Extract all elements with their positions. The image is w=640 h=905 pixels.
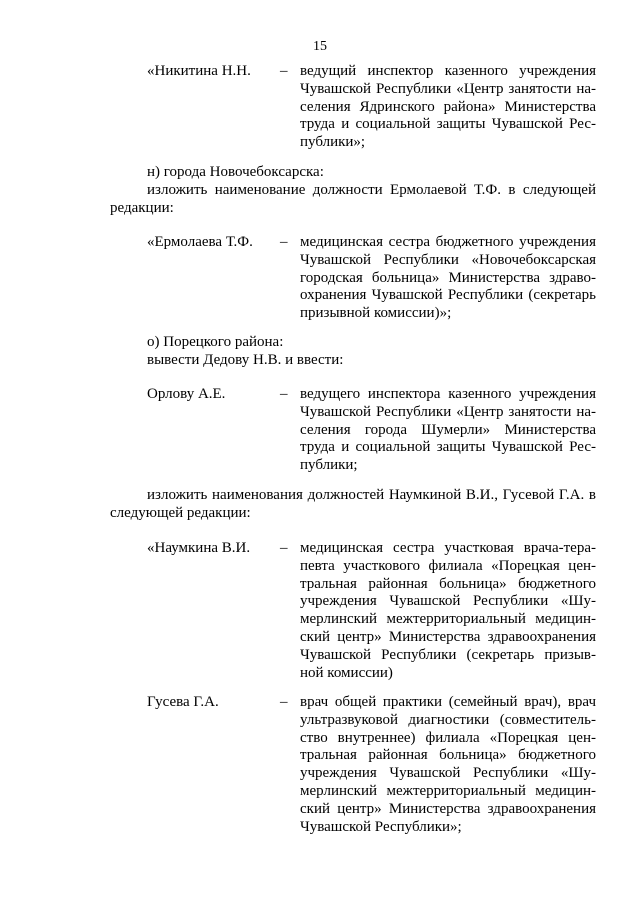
dash-separator: – (280, 234, 288, 250)
description-line: тральная районная больница» бюджетного (300, 747, 596, 764)
person-name: «Никитина Н.Н. (147, 63, 251, 79)
description-line: ский центр» Министерства здравоохранения (300, 800, 596, 817)
description-line: публики»; (300, 134, 366, 151)
description-line: тральная районная больница» бюджетного (300, 575, 596, 592)
description-line: учреждения Чувашской Республики «Шу- (300, 593, 596, 610)
description-line: врач общей практики (семейный врач), врач (300, 694, 596, 710)
dash-separator: – (280, 540, 288, 556)
description-line: ведущего инспектора казенного учреждения (300, 386, 596, 402)
description-line: Чувашской Республики «Новочебоксарская (300, 251, 596, 268)
description-line: мерлинский межтерриториальный медицин- (300, 611, 596, 628)
person-name: Орлову А.Е. (147, 386, 226, 402)
description-line: медицинская сестра бюджетного учреждения (300, 234, 596, 250)
paragraph-text: изложить наименования должностей Наумкиной В.И., Гусевой Г.А. в (147, 487, 596, 503)
description-line: ной комиссии) (300, 664, 393, 681)
paragraph-text: вывести Дедову Н.В. и ввести: (147, 351, 344, 368)
description-line: Чувашской Республики «Центр занятости на- (300, 403, 596, 420)
person-name: «Наумкина В.И. (147, 540, 251, 556)
section-heading: о) Порецкого района: (147, 334, 284, 350)
section-o-rename (110, 487, 596, 523)
position-description (300, 234, 596, 323)
section-heading: н) города Новочебоксарска: (147, 164, 324, 180)
dash-separator: – (280, 63, 288, 79)
description-line: Чувашской Республики»; (300, 818, 462, 835)
description-line: селения Ядринского района» Министерства (300, 98, 596, 115)
description-line: ультразвуковой диагностики (совместитель- (300, 711, 596, 728)
dash-separator: – (280, 694, 288, 710)
description-line: ведущий инспектор казенного учреждения (300, 63, 596, 79)
description-line: ский центр» Министерства здравоохранения (300, 628, 596, 645)
position-description (300, 540, 596, 682)
position-description (300, 63, 596, 152)
description-line: селения города Шумерли» Министерства (300, 421, 596, 438)
description-line: Чувашской Республики (секретарь призыв- (300, 646, 596, 663)
section-n (110, 164, 596, 217)
paragraph-text: изложить наименование должности Ермолаевой Т.Ф. в следующей (147, 181, 596, 198)
description-line: Чувашской Республики «Центр занятости на- (300, 80, 596, 97)
person-name: Гусева Г.А. (147, 694, 219, 710)
position-description (300, 386, 596, 475)
description-line: медицинская сестра участковая врача-тера- (300, 540, 596, 556)
description-line: труда и социальной защиты Чувашской Рес- (300, 116, 596, 133)
page-number: 15 (313, 39, 327, 54)
description-line: мерлинский межтерриториальный медицин- (300, 782, 596, 799)
section-o (110, 334, 596, 370)
position-description (300, 694, 596, 836)
description-line: ство внутреннее) филиала «Порецкая цен- (300, 729, 596, 746)
description-line: городская больница» Министерства здраво- (300, 269, 596, 286)
description-line: учреждения Чувашской Республики «Шу- (300, 765, 596, 782)
description-line: охранения Чувашской Республики (секретарь (300, 287, 596, 304)
dash-separator: – (280, 386, 288, 402)
description-line: призывной комиссии)»; (300, 305, 452, 322)
description-line: публики; (300, 457, 358, 474)
paragraph-text: редакции: (110, 199, 174, 216)
description-line: труда и социальной защиты Чувашской Рес- (300, 439, 596, 456)
paragraph-text: следующей редакции: (110, 504, 251, 521)
description-line: певта участкового филиала «Порецкая цен- (300, 557, 596, 574)
person-name: «Ермолаева Т.Ф. (147, 234, 253, 250)
